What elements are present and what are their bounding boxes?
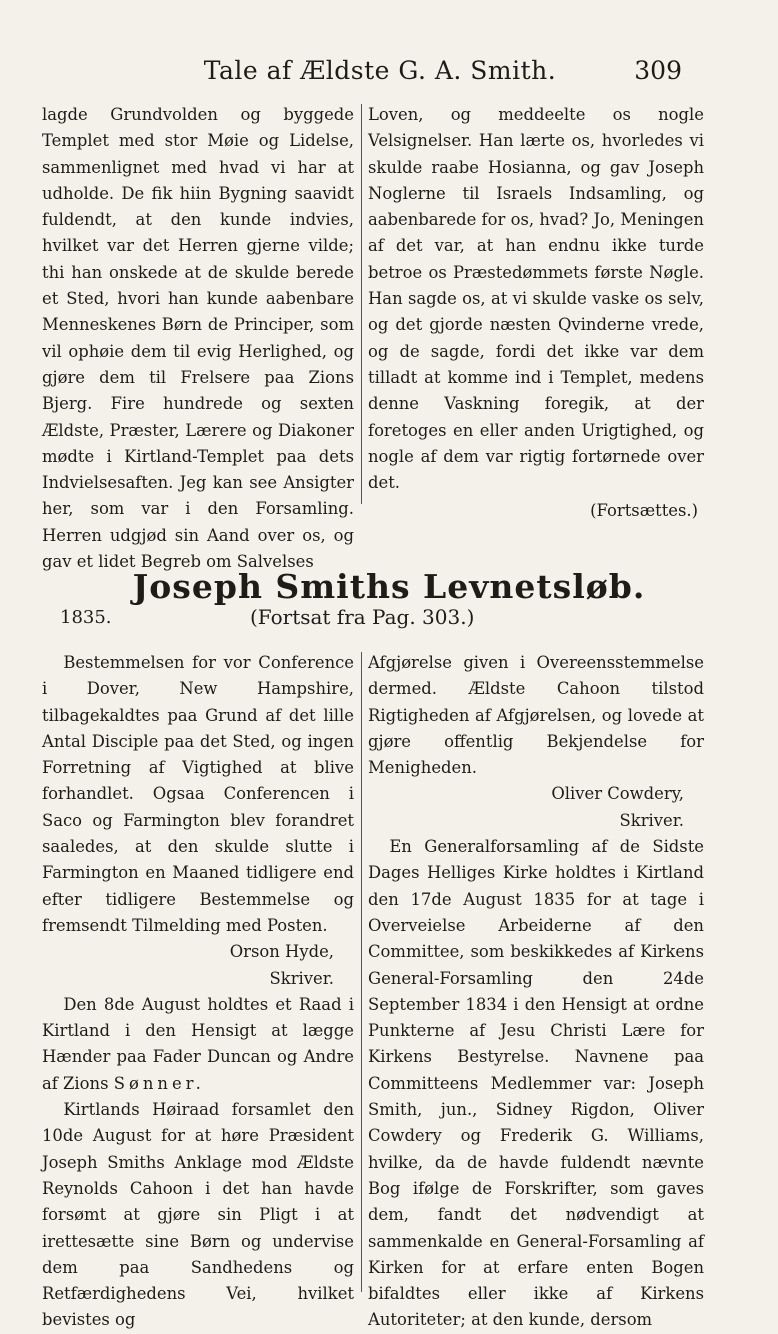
column-divider-bottom (361, 652, 362, 1292)
paragraph-text: Den 8de August holdtes et Raad i Kirtland i den Hensigt at lægge Hænder paa Fader Duncan og Andre af Zions (42, 994, 354, 1093)
paragraph: Kirtlands Høiraad forsamlet den 10de August for at høre Præsident Joseph Smiths Anklage mod Ældste Reynolds Cahoon i det han havde forsømt at gjøre sin Pligt i at irettesætte sine Børn og undervise dem paa Sandhedens og Retfærdighedens Vei, hvilket bevistes og (42, 1100, 354, 1330)
bottom-left-column (42, 650, 354, 1334)
paragraph: En Generalforsamling af de Sidste Dages Helliges Kirke holdtes i Kirtland den 17de August 1835 for at tage i Overveielse Arbeiderne af den Committee, som beskikkedes af Kirkens General-Forsamling den 24de September 1834 i den Hensigt at ordne Punkterne af Jesu Christi Lære for Kirkens Bestyrelse. Navnene paa Committeens Medlemmer var: Joseph Smith, jun., Sidney Rigdon, Oliver Cowdery og Frederik G. Williams, hvilke, da de havde fuldendt nævnte Bog ifølge de Forskrifter, som gaves dem, fandt det nødvendigt at sammenkalde en General-Forsamling af Kirken for at erfare enten Bogen bifaldtes eller ikke af Kirkens Autoriteter; at den kunde, dersom (368, 837, 704, 1330)
top-left-column (42, 102, 354, 575)
running-head (0, 52, 778, 92)
paragraph: lagde Grundvolden og byggede Templet med stor Møie og Lidelse, sammenlignet med hvad vi har at udholde. De fik hiin Bygning saavidt fuldendt, at den kunde indvies, hvilket var det Herren gjerne vilde; thi han onskede at de skulde berede et Sted, hvori han kunde aabenbare Menneskenes Børn de Principer, som vil ophøie dem til evig Herlighed, og gjøre dem til Frelsere paa Zions Bjerg. Fire hundrede og sexten Ældste, Præster, Lærere og Diakoner mødte i Kirtland-Templet paa dets Indvielsesaften. Jeg kan see Ansigter her, som var i den Forsamling. Herren udgjød sin Aand over os, og gav et lidet Begreb om Salvelses (42, 105, 354, 572)
paragraph: Bestemmelsen for vor Conference i Dover, New Hampshire, tilbagekaldtes paa Grund af det lille Antal Disciple paa det Sted, og ingen Forretning af Vigtighed at blive forhandlet. Ogsaa Conferencen i Saco og Farmington blev forandret saaledes, at den skulde slutte i Farmington en Maaned tidligere end efter tidligere Bestemmelse og fremsendt Tilmelding med Posten. (42, 653, 354, 935)
paragraph (42, 992, 354, 1097)
continued-note: (Fortsættes.) (590, 501, 698, 521)
bottom-right-column (368, 650, 704, 1334)
spaced-word: Sønner. (113, 1073, 205, 1093)
top-right-column (368, 102, 704, 525)
signature-role: Skriver. (269, 968, 334, 988)
column-divider-top (361, 104, 362, 504)
signature-name: Oliver Cowdery, (551, 784, 684, 804)
article-title: Joseph Smiths Levnetsløb. (132, 567, 646, 606)
page-number: 309 (634, 56, 682, 85)
paragraph: Loven, og meddeelte os nogle Velsignelser. Han lærte os, hvorledes vi skulde raabe Hosianna, og gav Joseph Noglerne til Israels Indsamling, og aabenbarede for os, hvad? Jo, Meningen af det var, at han endnu ikke turde betroe os Præstedømmets første Nøgle. Han sagde os, at vi skulde vaske os selv, og det gjorde næsten Qvinderne vrede, og de sagde, fordi det ikke var dem tilladt at komme ind i Templet, medens denne Vaskning foregik, at der foretoges en eller anden Urigtighed, og nogle af dem var rigtig fortørnede over det. (368, 105, 704, 493)
article-year: 1835. (60, 607, 112, 628)
signature-role: Skriver. (619, 810, 684, 830)
paragraph: Afgjørelse given i Overeensstemmelse dermed. Ældste Cahoon tilstod Rigtigheden af Afgjørelsen, og lovede at gjøre offentlig Bekjendelse for Menigheden. (368, 653, 704, 778)
signature-name: Orson Hyde, (229, 942, 334, 962)
running-title: Tale af Ældste G. A. Smith. (203, 56, 557, 85)
article-subtitle: (Fortsat fra Pag. 303.) (250, 605, 475, 629)
